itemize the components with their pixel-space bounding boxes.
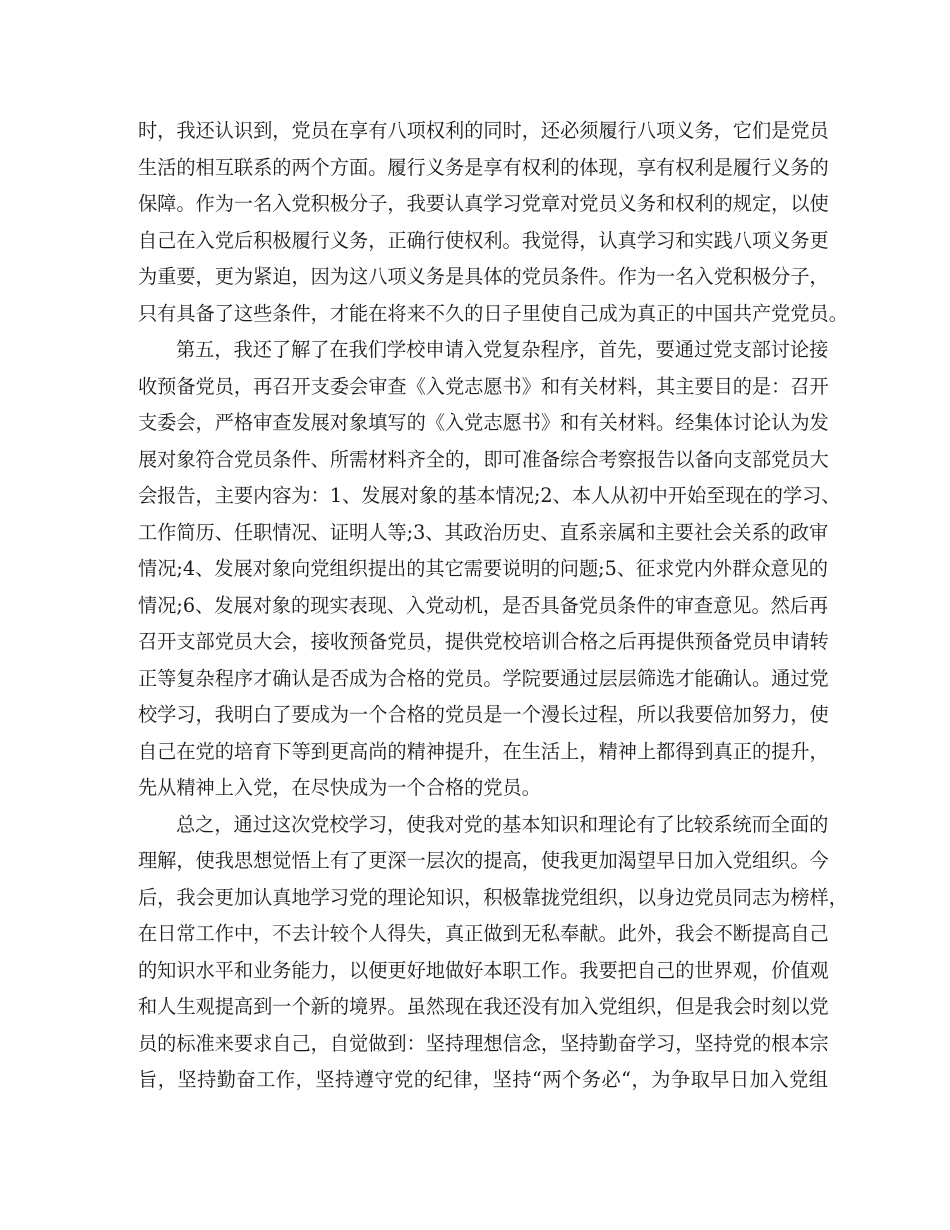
text-line: 情况;6、发展对象的现实表现、入党动机，是否具备党员条件的审查意见。然后再 — [138, 593, 829, 617]
paragraph — [138, 113, 848, 332]
text-line: 生活的相互联系的两个方面。履行义务是享有权利的体现，享有权利是履行义务的 — [138, 155, 829, 179]
text-line: 在日常工作中，不去计较个人得失，真正做到无私奉献。此外，我会不断提高自己 — [138, 922, 829, 945]
text-line: 理解，使我思想觉悟上有了更深一层次的提高，使我更加渴望早日加入党组织。今 — [138, 849, 829, 872]
text-line: 后，我会更加认真地学习党的理论知识，积极靠拢党组织，以身边党员同志为榜样， — [138, 885, 848, 909]
text-line: 工作简历、任职情况、证明人等;3、其政治历史、直系亲属和主要社会关系的政审 — [138, 520, 829, 544]
text-line: 召开支部党员大会，接收预备党员，提供党校培训合格之后再提供预备党员申请转 — [138, 630, 829, 653]
text-line: 员的标准来要求自己，自觉做到：坚持理想信念，坚持勤奋学习，坚持党的根本宗 — [138, 1031, 829, 1055]
text-line: 会报告，主要内容为：1、发展对象的基本情况;2、本人从初中开始至现在的学习、 — [138, 484, 841, 507]
text-line: 总之，通过这次党校学习，使我对党的基本知识和理论有了比较系统而全面的 — [176, 812, 829, 836]
text-line: 的知识水平和业务能力，以便更好地做好本职工作。我要把自己的世界观，价值观 — [138, 958, 829, 982]
text-line: 第五，我还了解了在我们学校申请入党复杂程序，首先，要通过党支部讨论接 — [176, 338, 829, 361]
text-line: 为重要，更为紧迫，因为这八项义务是具体的党员条件。作为一名入党积极分子， — [138, 265, 829, 288]
document-body — [138, 113, 848, 1099]
text-line: 旨，坚持勤奋工作，坚持遵守党的纪律，坚持“两个务必“，为争取早日加入党组 — [138, 1068, 828, 1091]
text-line: 自己在入党后积极履行义务，正确行使权利。我觉得，认真学习和实践八项义务更 — [138, 228, 829, 252]
text-line: 时，我还认识到，党员在享有八项权利的同时，还必须履行八项义务，它们是党员 — [138, 119, 829, 142]
text-line: 校学习，我明白了要成为一个合格的党员是一个漫长过程，所以我要倍加努力，使 — [138, 703, 829, 726]
text-line: 收预备党员，再召开支委会审查《入党志愿书》和有关材料，其主要目的是：召开 — [138, 374, 829, 398]
text-line: 先从精神上入党，在尽快成为一个合格的党员。 — [138, 776, 541, 799]
text-line: 展对象符合党员条件、所需材料齐全的，即可准备综合考察报告以备向支部党员大 — [138, 447, 829, 471]
text-line: 自己在党的培育下等到更高尚的精神提升，在生活上，精神上都得到真正的提升， — [138, 739, 829, 763]
text-line: 只有具备了这些条件，才能在将来不久的日子里使自己成为真正的中国共产党党员。 — [138, 301, 848, 325]
text-line: 支委会，严格审查发展对象填写的《入党志愿书》和有关材料。经集体讨论认为发 — [138, 411, 829, 434]
text-line: 正等复杂程序才确认是否成为合格的党员。学院要通过层层筛选才能确认。通过党 — [138, 666, 829, 690]
text-line: 情况;4、发展对象向党组织提出的其它需要说明的问题;5、征求党内外群众意见的 — [138, 557, 828, 580]
paragraph — [138, 807, 848, 1099]
paragraph — [138, 332, 841, 807]
text-line: 保障。作为一名入党积极分子，我要认真学习党章对党员义务和权利的规定，以使 — [138, 192, 829, 215]
text-line: 和人生观提高到一个新的境界。虽然现在我还没有加入党组织，但是我会时刻以党 — [138, 995, 829, 1018]
